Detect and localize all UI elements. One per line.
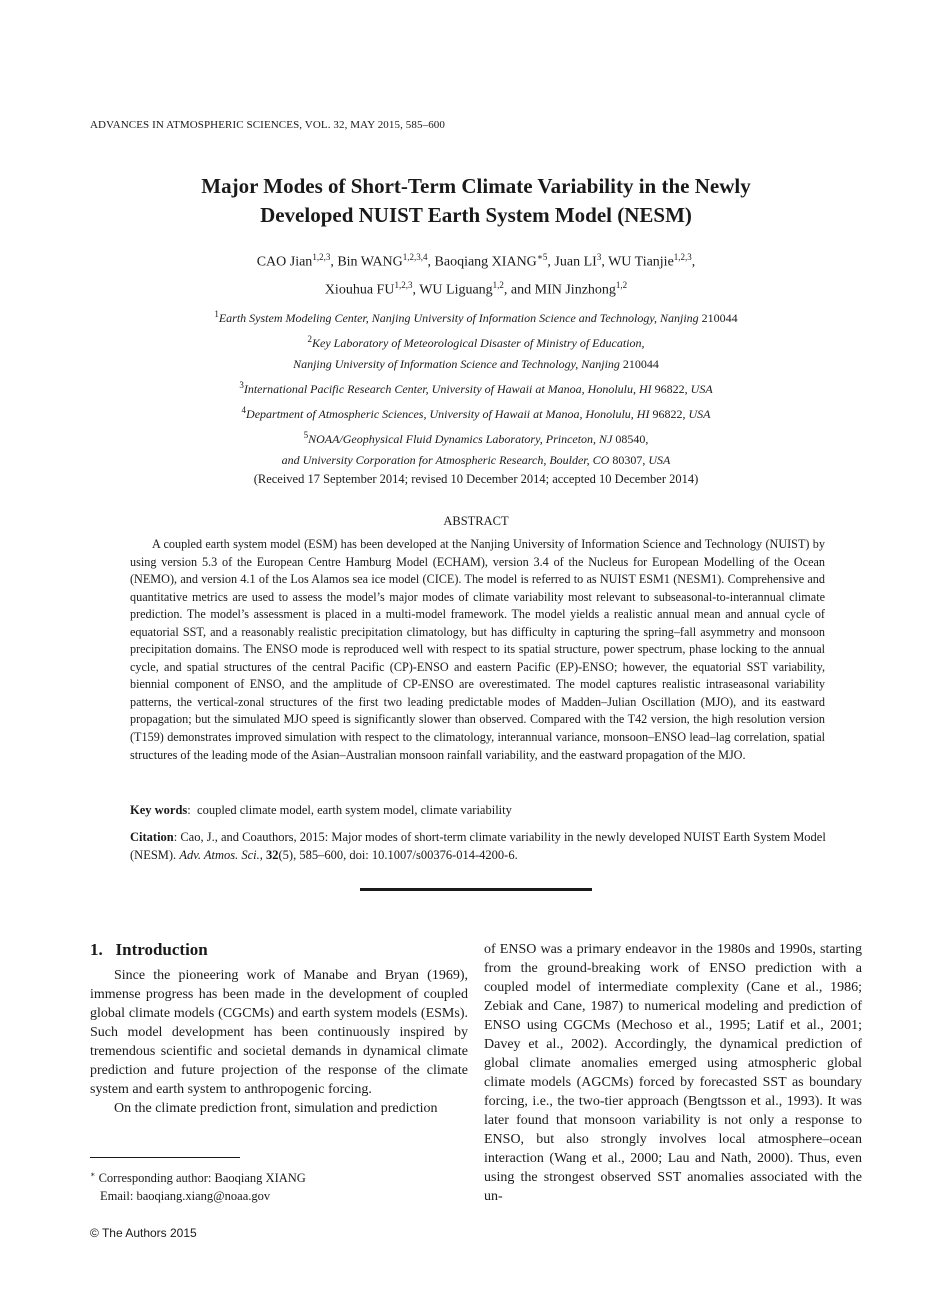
author-affil-sup: 1,2,3 [312,252,331,262]
author-affil-sup: 1,2 [615,279,628,290]
citation-sep: , [259,847,266,862]
section-heading [90,940,468,960]
affiliation-list [90,304,862,471]
affil-country: USA [648,453,671,467]
affil-text: and University Corporation for Atmospheric Research, Boulder, CO [281,453,610,467]
affil-code: 96822, [652,407,686,421]
author-name: MIN Jinzhong [534,282,616,298]
title-line-2: Developed NUIST Earth System Model (NESM) [260,203,692,227]
citation-journal: Adv. Atmos. Sci. [179,847,260,862]
abstract-text: A coupled earth system model (ESM) has been developed at the Nanjing University of Information Science and Technology (NUIST) by using version 5.3 of the European Centre Hamburg Model (ECHAM), version 3.4 of the Nucleus for European Modelling of the Ocean (NEMO), and version 4.1 of the Los Alamos sea ice model (CICE). The model is referred to as NUIST ESM1 (NESM1). Comprehensive and quantitative metrics are used to assess the model’s major modes of climate variability most relevant to subseasonal-to-interannual climate prediction. The model’s assessment is placed in a multi-model framework. The model yields a realistic annual mean and annual cycle of equatorial SST, and a reasonably realistic precipitation climatology, but has difficulty in capturing the spring–fall asymmetry and monsoon precipitation domains. The ENSO mode is reproduced well with respect to its spatial structure, power spectrum, phase locking to the annual cycle, and spatial structures of the central Pacific (CP)-ENSO and eastern Pacific (EP)-ENSO; however, the equatorial SST variability, biennial component of ENSO, and the amplitude of CP-ENSO are overestimated. The model captures realistic intraseasonal variability patterns, the vertical-zonal structures of the first two leading predictable modes of Madden–Julian Oscillation (MJO), and its eastward propagation; but the simulated MJO speed is significantly slower than observed. Compared with the T42 version, the high resolution version (T159) demonstrates improved simulation with respect to the climatology, interannual variance, monsoon–ENSO lead–lag correlation, spatial structures of the leading mode of the Asian–Australian monsoon rainfall variability, and the eastward propagation of the MJO. [130,537,825,762]
affil-sup: 3 [239,380,244,390]
author-affil-sup: 3 [596,252,602,262]
affil-sup: 4 [241,405,247,415]
right-column [484,940,862,1206]
footnote-author-text: Corresponding author: Baoqiang XIANG [98,1171,306,1186]
affil-sup: 2 [307,334,312,344]
author-separator: , [547,254,555,270]
footnote-email: Email: baoqiang.xiang@noaa.gov [100,1189,271,1204]
citation-text: : Cao, J., and Coauthors, 2015: Major modes of short-term climate variability in the newly developed NUIST Earth System Model (NESM). [130,830,826,862]
citation-volume: 32 [266,847,279,862]
affil-text: Department of Atmospheric Sciences, University of Hawaii at Manoa, Honolulu, HI [246,407,650,421]
title-line-1: Major Modes of Short-Term Climate Variability in the Newly [201,174,751,198]
author-affil-sup: 1,2 [492,279,504,290]
affil-text: Key Laboratory of Meteorological Disaster of Ministry of Education, [311,336,645,350]
section-divider [360,888,592,891]
keywords: Key words: coupled climate model, earth system model, climate variability [130,803,512,817]
affil-sup: 5 [303,430,309,440]
abstract-heading: ABSTRACT [443,514,509,528]
affil-sup: 1 [214,309,219,319]
affil-text: International Pacific Research Center, University of Hawaii at Manoa, Honolulu, HI [243,382,652,396]
keywords-text: coupled climate model, earth system model, climate variability [197,803,512,817]
affil-code: 210044 [701,311,738,325]
author-name: Xiouhua FU [324,282,395,298]
affil-text: NOAA/Geophysical Fluid Dynamics Laboratory, Princeton, NJ [308,432,613,446]
citation-tail: (5), 585–600, doi: 10.1007/s00376-014-4200-6. [278,847,518,862]
author-affil-sup: ∗5 [536,252,548,262]
journal-header: ADVANCES IN ATMOSPHERIC SCIENCES, VOL. 32, MAY 2015, 585–600 [90,119,445,131]
footnote-author [90,1166,306,1187]
citation-label: Citation [130,830,174,844]
affil-code: 08540, [615,432,649,446]
footnote-mark: ∗ [90,1170,96,1179]
author-separator: , [427,254,435,270]
keywords-label: Key words [130,803,188,817]
author-name: WU Liguang [419,282,493,298]
intro-paragraph-2: On the climate prediction front, simulation and prediction [114,1101,438,1116]
author-name: Bin WANG [337,254,403,270]
section-number: 1. [90,940,103,959]
intro-paragraph-1: Since the pioneering work of Manabe and Bryan (1969), immense progress has been made in the development of coupled global climate models (CGCMs) and earth system models (ESMs). Such model development has been continuously inspired by tremendous scientific and societal demands in dynamical climate prediction and future projection of the response of the climate system and earth system to anthropogenic forcing. [90,968,468,1097]
left-column [90,940,468,1118]
affiliation-line [90,450,862,471]
affiliation-line [90,354,862,375]
author-name: CAO Jian [256,254,313,270]
affil-text: Nanjing University of Information Science and Technology, Nanjing [293,357,620,371]
paper-title [90,172,862,230]
author-name: Juan LI [554,254,597,270]
affil-code: 96822, [654,382,688,396]
affil-country: USA [688,407,711,421]
footnote [90,1166,306,1205]
copyright-notice: © The Authors 2015 [90,1226,197,1240]
intro-paragraph-continued: of ENSO was a primary endeavor in the 1980s and 1990s, starting from the ground-breaking work of ENSO prediction with a coupled model of intermediate complexity (Cane et al., 1986; Zebiak and Cane, 1987) to numerical modeling and prediction of ENSO using CGCMs (Mechoso et al., 1995; Latif et al., 2001; Davey et al., 2002). Accordingly, the dynamical prediction of global climate anomalies emerged using atmospheric global climate models (AGCMs) forced by forecasted SST as boundary forcing, i.e., the two-tier approach (Bengtsson et al., 1993). It was later found that monsoon variability is not only a response to ENSO, but also strongly involves local atmosphere–ocean interaction (Wang et al., 2000; Lau and Nath, 2000). Thus, even using the strongest observed SST anomalies associated with the un- [484,942,862,1204]
author-separator: , [412,282,420,298]
affiliation-line [90,304,862,329]
affil-code: 80307, [612,453,646,467]
affiliation-line [90,375,862,400]
author-name: Baoqiang XIANG [434,254,537,270]
footnote-rule [90,1157,240,1158]
author-separator: , and [503,282,535,298]
affil-text: Earth System Modeling Center, Nanjing University of Information Science and Technology, Nanjing [218,311,699,325]
author-separator: , [691,254,696,270]
author-affil-sup: 1,2,3 [673,252,692,262]
author-separator: , [601,254,609,270]
author-name: WU Tianjie [608,254,674,270]
affiliation-line [90,425,862,450]
author-affil-sup: 1,2,3 [394,279,413,290]
author-line-1 [90,246,862,274]
citation [130,829,830,864]
author-list [90,246,862,301]
section-title: Introduction [115,940,208,959]
received-dates: (Received 17 September 2014; revised 10 December 2014; accepted 10 December 2014) [253,472,699,486]
author-separator: , [330,254,338,270]
affiliation-line [90,400,862,425]
affil-code: 210044 [622,357,659,371]
author-line-2 [90,274,862,302]
affiliation-line [90,329,862,354]
affil-country: USA [690,382,713,396]
author-affil-sup: 1,2,3,4 [402,252,428,262]
